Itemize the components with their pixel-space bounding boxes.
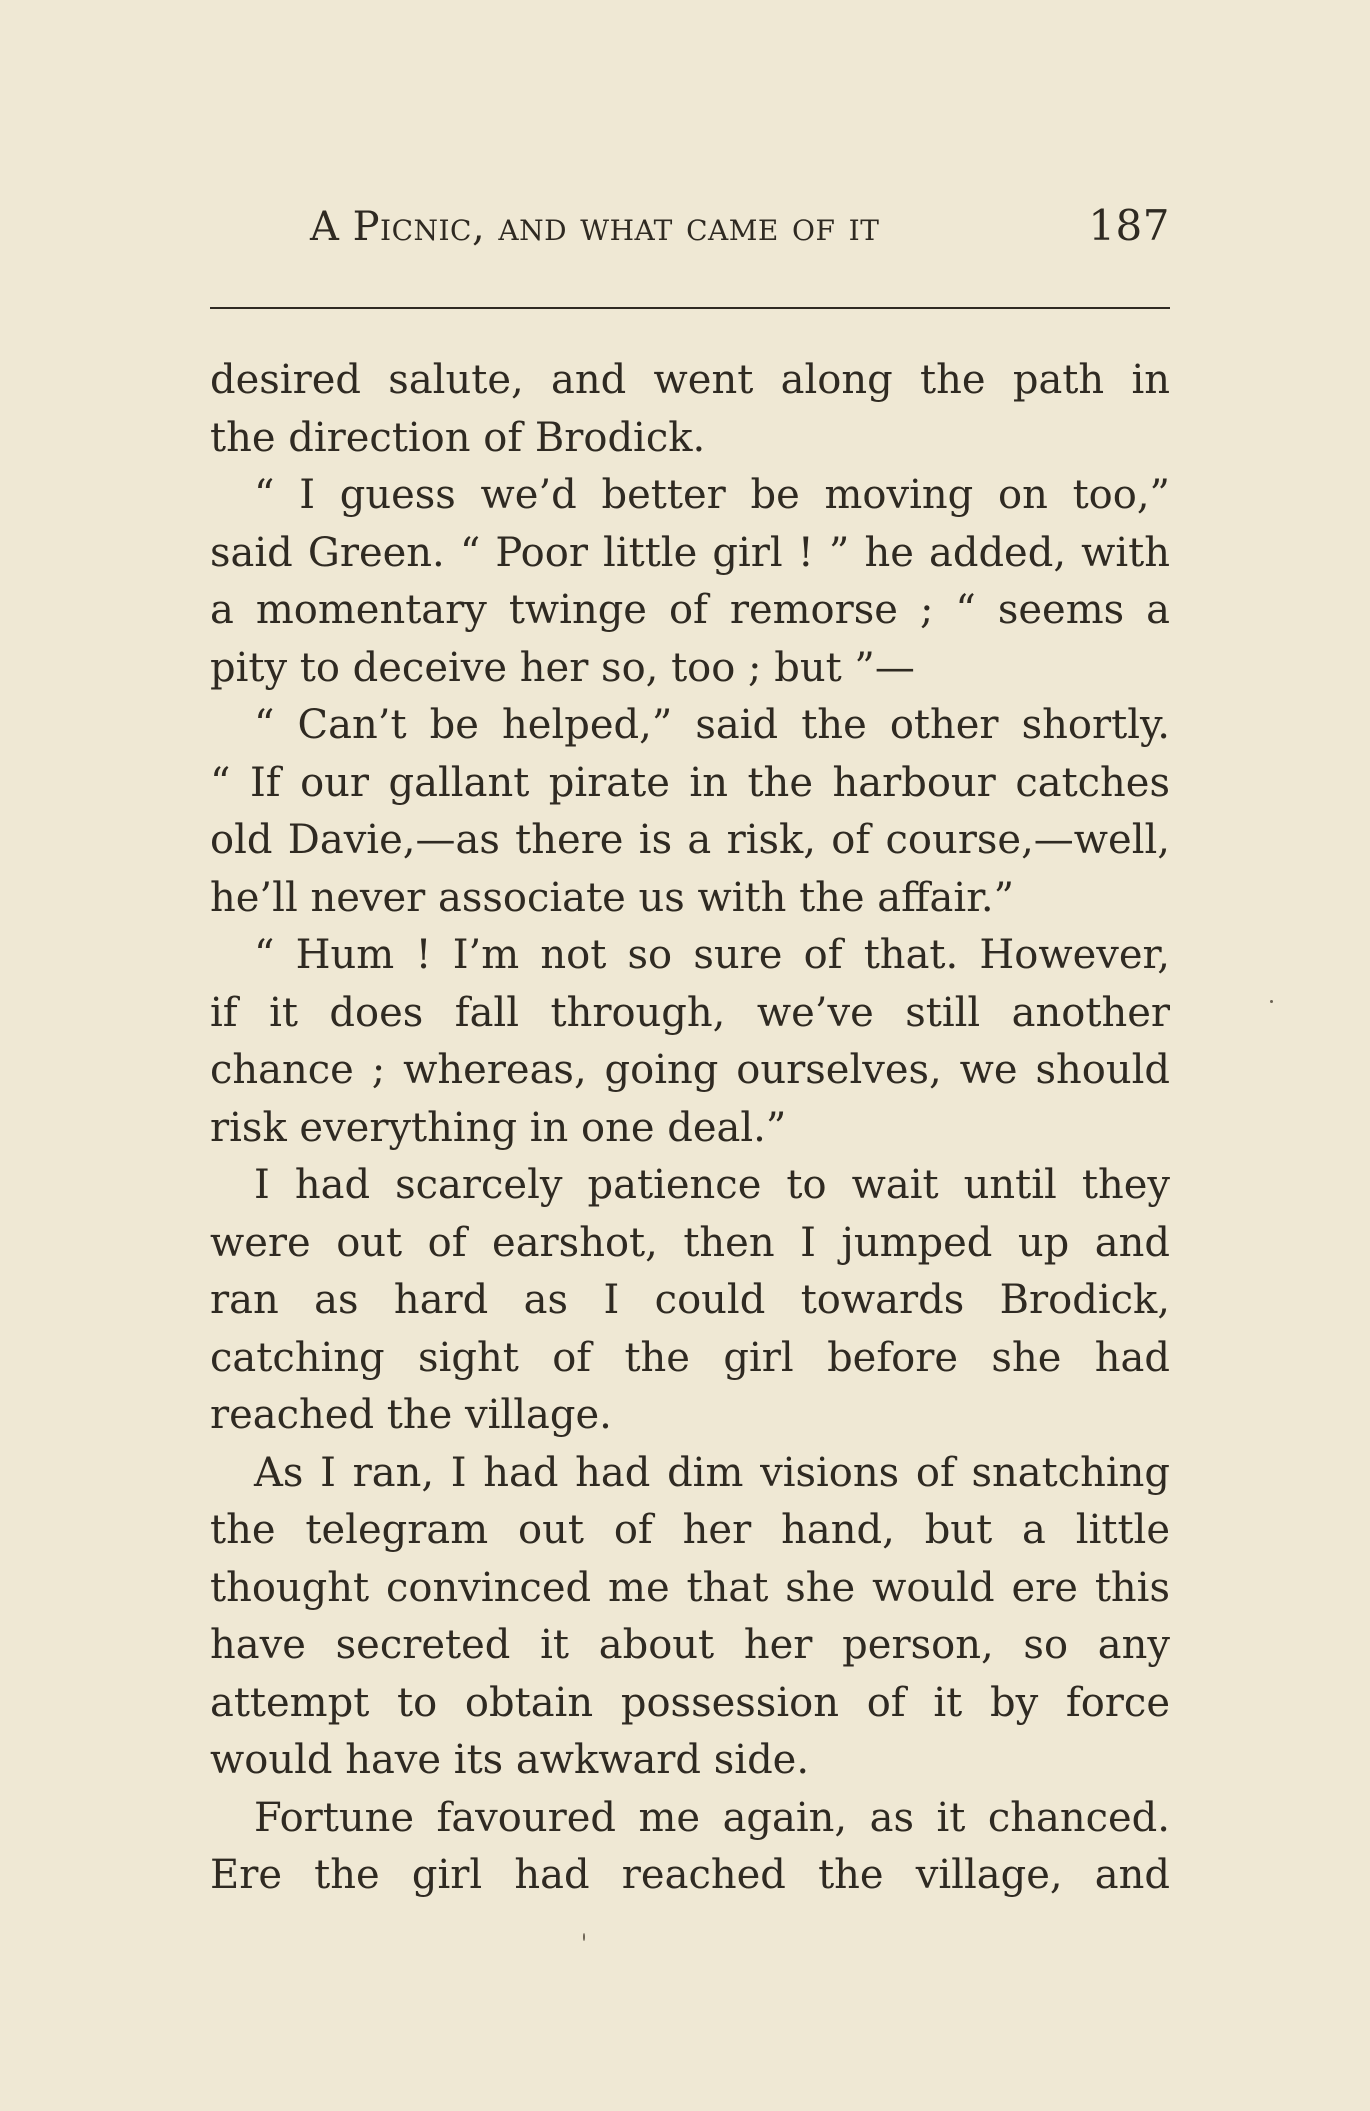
text-line: a momentary twinge of remorse ; “ seems a (210, 587, 1170, 633)
text-line: chance ; whereas, going ourselves, we should (210, 1047, 1170, 1093)
text-line: thought convinced me that she would ere this (210, 1564, 1170, 1611)
text-line: I had scarcely patience to wait until they (254, 1162, 1170, 1208)
text-line: he’ll never associate us with the affair.” (210, 874, 1015, 921)
text-line: have secreted it about her person, so any (210, 1622, 1170, 1668)
header-rule (210, 307, 1170, 309)
page-number: 187 (1088, 201, 1170, 250)
text-line: risk everything in one deal.” (210, 1104, 787, 1151)
text-line: were out of earshot, then I jumped up and (210, 1219, 1170, 1266)
text-line: “ Hum ! I’m not so sure of that. However, (254, 932, 1170, 978)
text-line: would have its awkward side. (210, 1737, 810, 1783)
text-line: old Davie,—as there is a risk, of course,—well, (210, 817, 1170, 863)
text-line: “ If our gallant pirate in the harbour catches (210, 759, 1170, 806)
text-line: if it does fall through, we’ve still another (210, 989, 1170, 1036)
chapter-title: A Picnic, and what came of it (310, 204, 880, 250)
text-line: reached the village. (210, 1392, 612, 1438)
text-line: pity to deceive her so, too ; but ”— (210, 644, 915, 691)
body-text (210, 352, 1170, 1905)
text-line: the telegram out of her hand, but a little (210, 1507, 1170, 1553)
text-line: the direction of Brodick. (210, 414, 706, 461)
text-line: catching sight of the girl before she had (210, 1334, 1170, 1381)
text-line: “ Can’t be helped,” said the other shortly. (254, 702, 1170, 748)
running-head (310, 201, 1170, 265)
text-line: Fortune favoured me again, as it chanced. (254, 1794, 1170, 1841)
text-line: “ I guess we’d better be moving on too,” (254, 472, 1170, 518)
paper-speck (1270, 1000, 1273, 1003)
text-line: ran as hard as I could towards Brodick, (210, 1277, 1170, 1323)
paper-speck (583, 1933, 585, 1941)
text-line: desired salute, and went along the path in (210, 357, 1170, 403)
text-line: Ere the girl had reached the village, and (210, 1852, 1170, 1898)
text-line: attempt to obtain possession of it by force (210, 1679, 1170, 1726)
text-line: said Green. “ Poor little girl ! ” he added, with (210, 529, 1170, 576)
text-line: As I ran, I had had dim visions of snatching (254, 1449, 1170, 1496)
